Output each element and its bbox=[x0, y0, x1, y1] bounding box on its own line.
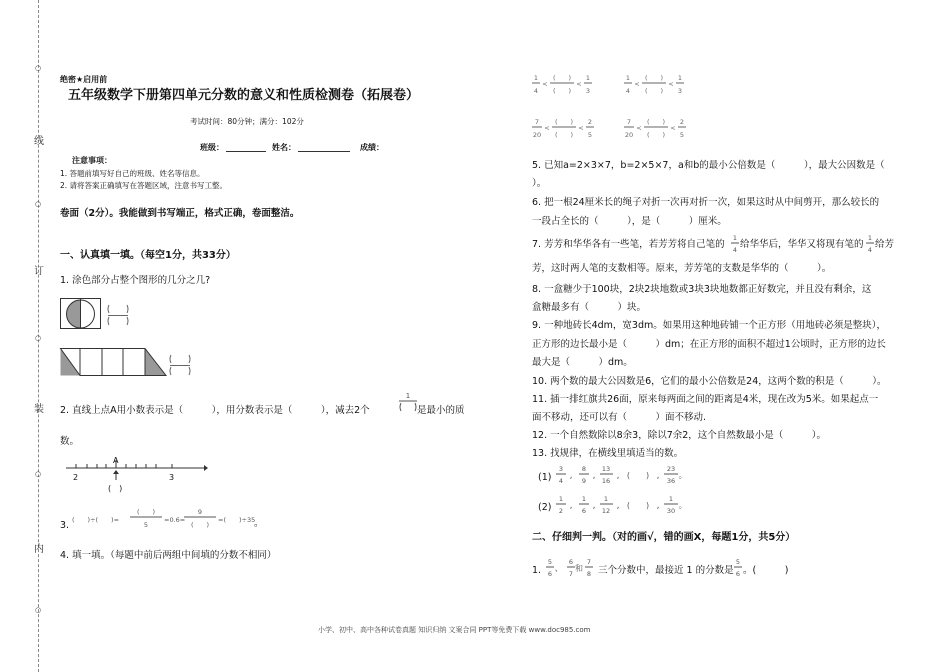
numberline-blank[interactable]: ( ) bbox=[108, 484, 123, 493]
q4-ineq-1[interactable] bbox=[532, 72, 602, 98]
svg-text:2: 2 bbox=[587, 118, 593, 126]
class-label: 班级： bbox=[200, 143, 224, 152]
margin-circle: ○ bbox=[35, 606, 42, 614]
name-label: 姓名： bbox=[272, 143, 296, 152]
s2q1-number: 1. bbox=[532, 565, 542, 576]
svg-text:,: , bbox=[616, 501, 620, 511]
s2q1-fractions bbox=[546, 557, 598, 581]
q10-text: 10. 两个数的最大公因数是6，它们的最小公倍数是24，这两个数的积是（ ）。 bbox=[532, 376, 887, 387]
svg-text:4: 4 bbox=[732, 246, 738, 254]
q7-frac-2 bbox=[866, 233, 874, 255]
q9-text: 9. 一种地砖长4dm，宽3dm。如果用这种地砖铺一个正方形（用地砖必须是整块）， bbox=[532, 320, 886, 331]
q2-text-3: 数。 bbox=[60, 436, 80, 447]
svg-text:<: < bbox=[544, 124, 550, 132]
svg-text:<: < bbox=[576, 80, 582, 88]
q7-text-1: 7. 芳芳和华华各有一些笔，若芳芳将自己笔的 bbox=[532, 239, 725, 250]
q7-text-3: 给芳 bbox=[875, 239, 895, 250]
number-line bbox=[66, 456, 208, 496]
svg-text:<: < bbox=[634, 80, 640, 88]
svg-text:( ): ( ) bbox=[646, 131, 666, 139]
svg-text:1: 1 bbox=[581, 495, 587, 503]
page-title: 五年级数学下册第四单元分数的意义和性质检测卷（拓展卷） bbox=[68, 88, 420, 103]
svg-text:3: 3 bbox=[677, 87, 683, 95]
svg-text:20: 20 bbox=[624, 131, 634, 139]
svg-text:1: 1 bbox=[405, 392, 411, 400]
svg-text:( ): ( ) bbox=[554, 131, 574, 139]
svg-text:,: , bbox=[616, 471, 620, 481]
s2q1-blank[interactable]: 。( ) bbox=[743, 565, 789, 576]
q7-text-4: 芳，这时两人笔的支数相等。原来，芳芳笔的支数是华华的（ ）。 bbox=[532, 263, 832, 274]
q5-text-2: ）。 bbox=[532, 178, 547, 189]
q4-ineq-4[interactable] bbox=[624, 116, 694, 142]
seq2-label: (2) bbox=[538, 502, 552, 513]
svg-text:1: 1 bbox=[677, 74, 683, 82]
margin-circle: ○ bbox=[35, 200, 42, 208]
seq1-label: (1) bbox=[538, 472, 552, 483]
svg-text:( ): ( ) bbox=[136, 508, 156, 516]
q1-text: 1. 涂色部分占整个图形的几分之几? bbox=[60, 275, 211, 286]
svg-text:1: 1 bbox=[603, 495, 609, 503]
q4-ineq-2[interactable] bbox=[624, 72, 694, 98]
svg-text:( ): ( ) bbox=[626, 501, 650, 510]
svg-text:6: 6 bbox=[735, 570, 741, 578]
svg-text:5: 5 bbox=[735, 558, 741, 566]
svg-text:( ): ( ) bbox=[554, 118, 574, 126]
svg-text:( ): ( ) bbox=[644, 87, 664, 95]
svg-text:9: 9 bbox=[197, 508, 203, 516]
q1-figure-parallelogram bbox=[60, 348, 170, 376]
numberline-tick-2: 2 bbox=[73, 473, 79, 482]
svg-text:( ): ( ) bbox=[644, 74, 664, 82]
q3-part-1[interactable]: ( )÷( )= bbox=[72, 516, 120, 524]
svg-text:16: 16 bbox=[601, 477, 611, 485]
section1-title: 一、认真填一填。（每空1分，共33分） bbox=[60, 250, 236, 261]
svg-text:和: 和 bbox=[575, 564, 583, 573]
svg-text:5: 5 bbox=[679, 131, 685, 139]
svg-text:( ): ( ) bbox=[552, 87, 572, 95]
q9-text-2: 正方形的边长最小是（ ）dm；在正方形的面积不超过1公顷时，正方形的边长 bbox=[532, 339, 886, 350]
margin-char-xian: 线 bbox=[34, 136, 44, 147]
svg-text:1: 1 bbox=[867, 234, 873, 242]
numberline-tick-3: 3 bbox=[169, 473, 175, 482]
name-field[interactable] bbox=[298, 151, 350, 152]
q3-fraction-1[interactable] bbox=[128, 505, 164, 531]
notice-title: 注意事项： bbox=[72, 156, 112, 165]
svg-text:4: 4 bbox=[867, 246, 873, 254]
q12-text: 12. 一个自然数除以8余3，除以7余2，这个自然数最小是（ ）。 bbox=[532, 430, 827, 441]
q11-text-2: 面不移动，还可以有（ ）面不移动. bbox=[532, 412, 707, 423]
svg-text:1: 1 bbox=[558, 495, 564, 503]
svg-text:<: < bbox=[578, 124, 584, 132]
svg-text:( ): ( ) bbox=[646, 118, 666, 126]
q13-text: 13. 找规律，在横线里填适当的数。 bbox=[532, 448, 684, 459]
svg-text:1: 1 bbox=[668, 495, 674, 503]
section2-title: 二、仔细判一判。（对的画√，错的画X，每题1分，共5分） bbox=[532, 532, 796, 543]
q3-part-2: =0.6= bbox=[164, 516, 186, 524]
svg-text:23: 23 bbox=[666, 465, 676, 473]
svg-text:。: 。 bbox=[678, 471, 688, 481]
svg-text:( ): ( ) bbox=[552, 74, 572, 82]
q2-text: 2. 直线上点A用小数表示是（ ），用分数表示是（ ），减去2个 bbox=[60, 405, 370, 416]
svg-text:1: 1 bbox=[625, 74, 631, 82]
svg-text:6: 6 bbox=[581, 507, 587, 515]
svg-text:,: , bbox=[569, 471, 573, 481]
q4-ineq-3[interactable] bbox=[532, 116, 602, 142]
svg-text:,: , bbox=[592, 471, 596, 481]
seq1-row[interactable] bbox=[556, 464, 696, 488]
svg-text:1: 1 bbox=[585, 74, 591, 82]
svg-text:4: 4 bbox=[533, 87, 539, 95]
svg-text:7: 7 bbox=[534, 118, 540, 126]
q7-text-2: 给华华后，华华又将现有笔的 bbox=[740, 239, 864, 250]
svg-text:6: 6 bbox=[568, 558, 574, 566]
margin-circle: ○ bbox=[35, 470, 42, 478]
svg-text:4: 4 bbox=[625, 87, 631, 95]
svg-text:8: 8 bbox=[581, 465, 587, 473]
svg-text:<: < bbox=[668, 80, 674, 88]
svg-text:、: 、 bbox=[554, 564, 564, 574]
svg-text:3: 3 bbox=[585, 87, 591, 95]
margin-circle: ○ bbox=[35, 64, 42, 72]
svg-text:( ): ( ) bbox=[190, 521, 210, 529]
svg-text:4: 4 bbox=[558, 477, 564, 485]
svg-text:36: 36 bbox=[666, 477, 676, 485]
class-field[interactable] bbox=[226, 151, 266, 152]
svg-text:<: < bbox=[670, 124, 676, 132]
numberline-label-a: A bbox=[113, 456, 119, 465]
svg-text:5: 5 bbox=[587, 131, 593, 139]
svg-text:13: 13 bbox=[601, 465, 611, 473]
page-footer: 小学、初中、高中各种试卷真题 知识归纳 文案合同 PPT等免费下载 www.doc985.com bbox=[318, 626, 591, 634]
q5-text: 5. 已知a=2×3×7，b=2×5×7，a和b的最小公倍数是（ ），最大公因数是（ bbox=[532, 160, 885, 171]
notice-2: 2. 请将答案正确填写在答题区域，注意书写工整。 bbox=[60, 181, 228, 190]
svg-text:20: 20 bbox=[532, 131, 542, 139]
svg-text:9: 9 bbox=[581, 477, 587, 485]
q11-text: 11. 插一排红旗共26面，原来每两面之间的距离是4米，现在改为5米。如果起点一 bbox=[532, 394, 879, 405]
svg-text:2: 2 bbox=[558, 507, 564, 515]
q3-period: 。 bbox=[254, 518, 264, 529]
svg-text:1: 1 bbox=[533, 74, 539, 82]
svg-text:2: 2 bbox=[679, 118, 685, 126]
svg-text:,: , bbox=[656, 501, 660, 511]
q3-fraction-2[interactable] bbox=[182, 505, 218, 531]
q8-text: 8. 一盒糖少于100块，2块2块地数或3块3块地数都正好数完，并且没有剩余，这 bbox=[532, 284, 872, 295]
q2-text-2: 是最小的质 bbox=[417, 405, 465, 416]
svg-text:6: 6 bbox=[547, 570, 553, 578]
margin-char-zhuang: 装 bbox=[34, 404, 44, 415]
svg-text:,: , bbox=[569, 501, 573, 511]
svg-text:1: 1 bbox=[732, 234, 738, 242]
margin-char-nei: 内 bbox=[34, 544, 44, 555]
seq2-row[interactable] bbox=[556, 494, 696, 518]
q3-part-3[interactable]: =( )÷35 bbox=[218, 516, 256, 524]
svg-text:7: 7 bbox=[568, 570, 574, 578]
q8-text-2: 盒糖最多有（ ）块。 bbox=[532, 302, 647, 313]
svg-text:,: , bbox=[592, 501, 596, 511]
svg-text:<: < bbox=[542, 80, 548, 88]
svg-text:5: 5 bbox=[143, 521, 149, 529]
svg-text:。: 。 bbox=[678, 501, 688, 511]
q6-text: 6. 把一根24厘米长的绳子对折一次再对折一次，如果这时从中间剪开，那么较长的 bbox=[532, 197, 880, 208]
q2-fraction-blank[interactable] bbox=[398, 391, 418, 419]
q6-text-2: 一段占全长的（ ），是（ ）厘米。 bbox=[532, 216, 727, 227]
q7-frac-1 bbox=[731, 233, 739, 255]
margin-circle: ○ bbox=[35, 334, 42, 342]
svg-text:,: , bbox=[656, 471, 660, 481]
exam-info: 考试时间：80分钟；满分：102分 bbox=[190, 117, 304, 126]
secret-label: 绝密★启用前 bbox=[60, 75, 108, 84]
svg-text:<: < bbox=[636, 124, 642, 132]
svg-text:30: 30 bbox=[666, 507, 676, 515]
svg-text:5: 5 bbox=[547, 558, 553, 566]
svg-text:( ): ( ) bbox=[626, 471, 650, 480]
q1-figure-circle bbox=[60, 298, 105, 330]
q3-number: 3. bbox=[60, 520, 70, 531]
q4-text: 4. 填一填。（每题中前后两组中间填的分数不相同） bbox=[60, 550, 277, 561]
svg-text:3: 3 bbox=[558, 465, 564, 473]
s2q1-text: 三个分数中，最接近 1 的分数是 bbox=[598, 565, 734, 576]
neatness-instruction: 卷面（2分）。我能做到书写端正，格式正确，卷面整洁。 bbox=[60, 208, 300, 219]
q1-answer-frac-1[interactable] bbox=[106, 304, 132, 328]
q9-text-3: 最大是（ ）dm。 bbox=[532, 357, 633, 368]
svg-text:12: 12 bbox=[601, 507, 611, 515]
margin-char-ding: 订 bbox=[34, 266, 44, 277]
svg-text:7: 7 bbox=[586, 558, 592, 566]
notice-1: 1. 答题前填写好自己的班级、姓名等信息。 bbox=[60, 169, 205, 178]
score-label: 成绩： bbox=[360, 143, 384, 152]
svg-text:8: 8 bbox=[586, 570, 592, 578]
q1-answer-frac-2[interactable] bbox=[168, 354, 194, 378]
svg-text:7: 7 bbox=[626, 118, 632, 126]
